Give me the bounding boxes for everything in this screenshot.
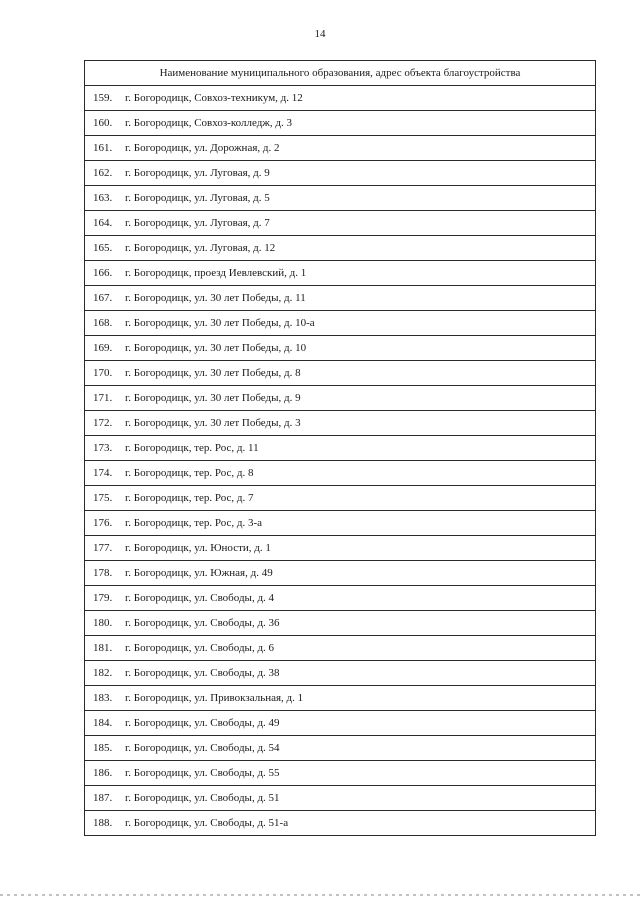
table-row <box>85 186 596 211</box>
table-cell <box>85 461 596 486</box>
table-row <box>85 561 596 586</box>
table-cell <box>85 136 596 161</box>
row-number: 181. <box>93 642 113 654</box>
row-number: 182. <box>93 667 113 679</box>
table-row <box>85 736 596 761</box>
table-cell <box>85 186 596 211</box>
table-row <box>85 661 596 686</box>
row-number: 188. <box>93 817 113 829</box>
row-address: г. Богородицк, ул. Луговая, д. 7 <box>125 217 270 229</box>
table-row <box>85 761 596 786</box>
table-row <box>85 486 596 511</box>
row-number: 179. <box>93 592 113 604</box>
row-address: г. Богородицк, ул. 30 лет Победы, д. 3 <box>125 417 301 429</box>
table-row <box>85 161 596 186</box>
row-address: г. Богородицк, ул. Свободы, д. 49 <box>125 717 280 729</box>
table-cell <box>85 411 596 436</box>
row-address: г. Богородицк, ул. Свободы, д. 6 <box>125 642 275 654</box>
table-cell <box>85 161 596 186</box>
table-row <box>85 386 596 411</box>
table-row <box>85 811 596 836</box>
row-number: 183. <box>93 692 113 704</box>
row-number: 173. <box>93 442 113 454</box>
table-cell <box>85 611 596 636</box>
table-cell <box>85 711 596 736</box>
row-address: г. Богородицк, ул. Юности, д. 1 <box>125 542 271 554</box>
row-number: 162. <box>93 167 113 179</box>
row-number: 187. <box>93 792 113 804</box>
table-header-cell: Наименование муниципального образования, адрес объекта благоустройства <box>85 61 596 86</box>
table-cell <box>85 86 596 111</box>
row-address: г. Богородицк, Совхоз-техникум, д. 12 <box>125 92 303 104</box>
table-cell <box>85 811 596 836</box>
table-cell <box>85 736 596 761</box>
table-row <box>85 261 596 286</box>
table-cell <box>85 686 596 711</box>
row-address: г. Богородицк, ул. Свободы, д. 55 <box>125 767 280 779</box>
row-address: г. Богородицк, ул. Свободы, д. 51-а <box>125 817 289 829</box>
table-cell <box>85 661 596 686</box>
table-cell <box>85 261 596 286</box>
table-row <box>85 86 596 111</box>
table-body <box>85 86 596 836</box>
row-address: г. Богородицк, ул. Свободы, д. 51 <box>125 792 280 804</box>
table-cell <box>85 636 596 661</box>
row-address: г. Богородицк, ул. Свободы, д. 4 <box>125 592 275 604</box>
row-number: 180. <box>93 617 113 629</box>
row-number: 169. <box>93 342 113 354</box>
row-number: 171. <box>93 392 113 404</box>
row-number: 186. <box>93 767 113 779</box>
table-row <box>85 136 596 161</box>
row-address: г. Богородицк, ул. Дорожная, д. 2 <box>125 142 280 154</box>
row-number: 164. <box>93 217 113 229</box>
row-number: 177. <box>93 542 113 554</box>
table-row <box>85 611 596 636</box>
scan-artifact-line <box>0 894 640 896</box>
row-number: 170. <box>93 367 113 379</box>
row-number: 185. <box>93 742 113 754</box>
row-number: 168. <box>93 317 113 329</box>
row-address: г. Богородицк, ул. Луговая, д. 9 <box>125 167 270 179</box>
row-address: г. Богородицк, ул. 30 лет Победы, д. 10 <box>125 342 307 354</box>
row-address: г. Богородицк, проезд Иевлевский, д. 1 <box>125 267 307 279</box>
table-header-row <box>85 61 596 86</box>
table-row <box>85 536 596 561</box>
row-number: 178. <box>93 567 113 579</box>
table-cell <box>85 561 596 586</box>
row-number: 166. <box>93 267 113 279</box>
table-row <box>85 586 596 611</box>
row-address: г. Богородицк, ул. Южная, д. 49 <box>125 567 273 579</box>
table-row <box>85 211 596 236</box>
row-number: 167. <box>93 292 113 304</box>
table-cell <box>85 436 596 461</box>
table-row <box>85 711 596 736</box>
row-number: 184. <box>93 717 113 729</box>
row-number: 165. <box>93 242 113 254</box>
table-row <box>85 511 596 536</box>
row-address: г. Богородицк, ул. Луговая, д. 12 <box>125 242 276 254</box>
table-cell <box>85 586 596 611</box>
table-cell <box>85 361 596 386</box>
table-cell <box>85 336 596 361</box>
table-cell <box>85 236 596 261</box>
table-row <box>85 111 596 136</box>
table-cell <box>85 786 596 811</box>
row-number: 172. <box>93 417 113 429</box>
row-address: г. Богородицк, тер. Рос, д. 7 <box>125 492 254 504</box>
row-number: 175. <box>93 492 113 504</box>
table-cell <box>85 211 596 236</box>
row-number: 163. <box>93 192 113 204</box>
table-row <box>85 461 596 486</box>
row-address: г. Богородицк, ул. Свободы, д. 36 <box>125 617 280 629</box>
table-row <box>85 686 596 711</box>
table-row <box>85 236 596 261</box>
row-number: 174. <box>93 467 113 479</box>
table-cell <box>85 761 596 786</box>
row-address: г. Богородицк, ул. Свободы, д. 54 <box>125 742 280 754</box>
table-cell <box>85 311 596 336</box>
table-cell <box>85 286 596 311</box>
table-row <box>85 636 596 661</box>
table-cell <box>85 511 596 536</box>
table-row <box>85 311 596 336</box>
table-row <box>85 786 596 811</box>
row-number: 176. <box>93 517 113 529</box>
table-row <box>85 411 596 436</box>
table-cell <box>85 386 596 411</box>
row-number: 159. <box>93 92 113 104</box>
table-row <box>85 336 596 361</box>
row-number: 160. <box>93 117 113 129</box>
table-cell <box>85 486 596 511</box>
table-cell <box>85 111 596 136</box>
table-row <box>85 436 596 461</box>
table-row <box>85 361 596 386</box>
row-address: г. Богородицк, тер. Рос, д. 3-а <box>125 517 263 529</box>
table-row <box>85 286 596 311</box>
row-address: г. Богородицк, тер. Рос, д. 11 <box>125 442 259 454</box>
table-cell <box>85 536 596 561</box>
page-number: 14 <box>314 28 326 40</box>
row-address: г. Богородицк, ул. Привокзальная, д. 1 <box>125 692 304 704</box>
row-address: г. Богородицк, ул. 30 лет Победы, д. 11 <box>125 292 306 304</box>
row-address: г. Богородицк, ул. 30 лет Победы, д. 8 <box>125 367 301 379</box>
row-number: 161. <box>93 142 113 154</box>
address-table <box>84 60 596 836</box>
row-address: г. Богородицк, ул. Луговая, д. 5 <box>125 192 270 204</box>
row-address: г. Богородицк, Совхоз-колледж, д. 3 <box>125 117 292 129</box>
row-address: г. Богородицк, ул. Свободы, д. 38 <box>125 667 280 679</box>
row-address: г. Богородицк, ул. 30 лет Победы, д. 10-а <box>125 317 315 329</box>
row-address: г. Богородицк, тер. Рос, д. 8 <box>125 467 254 479</box>
row-address: г. Богородицк, ул. 30 лет Победы, д. 9 <box>125 392 301 404</box>
